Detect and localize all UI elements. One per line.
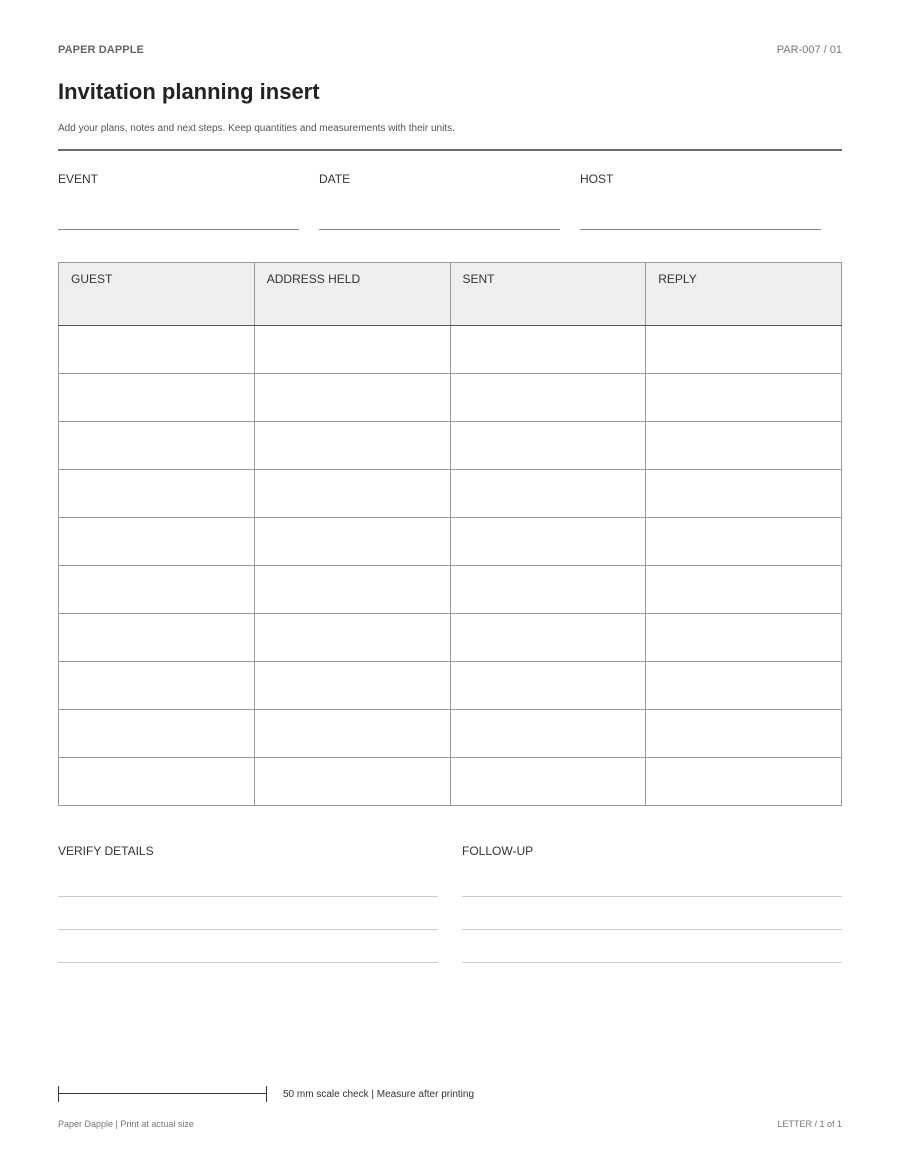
column-header-address-held: ADDRESS HELD xyxy=(254,263,450,326)
table-cell[interactable] xyxy=(646,326,842,374)
footer-right: LETTER / 1 of 1 xyxy=(777,1119,842,1129)
table-cell[interactable] xyxy=(59,710,255,758)
column-header-guest: GUEST xyxy=(59,263,255,326)
writing-line[interactable] xyxy=(462,929,842,930)
table-cell[interactable] xyxy=(59,518,255,566)
document-id: PAR-007 / 01 xyxy=(776,44,842,56)
page-subtitle: Add your plans, notes and next steps. Keep quantities and measurements with their units. xyxy=(58,123,455,134)
scale-check-text: 50 mm scale check | Measure after printing xyxy=(283,1089,475,1100)
table-cell[interactable] xyxy=(59,326,255,374)
table-row xyxy=(59,518,842,566)
table-cell[interactable] xyxy=(646,422,842,470)
column-header-reply: REPLY xyxy=(646,263,842,326)
writing-line[interactable] xyxy=(462,896,842,897)
table-row xyxy=(59,422,842,470)
table-row xyxy=(59,662,842,710)
writing-line[interactable] xyxy=(58,896,438,897)
table-cell[interactable] xyxy=(450,518,646,566)
header-divider xyxy=(58,149,842,151)
table-cell[interactable] xyxy=(254,422,450,470)
table-cell[interactable] xyxy=(254,710,450,758)
footer-left: Paper Dapple | Print at actual size xyxy=(58,1119,194,1129)
table-row xyxy=(59,566,842,614)
table-cell[interactable] xyxy=(254,758,450,806)
writing-line[interactable] xyxy=(58,929,438,930)
event-field-line[interactable] xyxy=(58,229,299,230)
verify-details-label: VERIFY DETAILS xyxy=(58,844,154,858)
table-cell[interactable] xyxy=(450,758,646,806)
scale-bar xyxy=(58,1086,267,1102)
column-header-sent: SENT xyxy=(450,263,646,326)
table-cell[interactable] xyxy=(254,326,450,374)
host-field-label: HOST xyxy=(580,172,614,186)
brand-name: PAPER DAPPLE xyxy=(58,44,144,56)
table-cell[interactable] xyxy=(646,614,842,662)
table-cell[interactable] xyxy=(254,614,450,662)
table-cell[interactable] xyxy=(646,566,842,614)
table-cell[interactable] xyxy=(646,470,842,518)
scale-bar-tick-left xyxy=(58,1086,59,1102)
table-cell[interactable] xyxy=(59,758,255,806)
table-cell[interactable] xyxy=(59,422,255,470)
table-cell[interactable] xyxy=(254,566,450,614)
table-cell[interactable] xyxy=(646,710,842,758)
scale-bar-line xyxy=(58,1093,267,1094)
date-field xyxy=(319,172,560,186)
page-title: Invitation planning insert xyxy=(58,79,320,104)
table-cell[interactable] xyxy=(450,614,646,662)
host-field-line[interactable] xyxy=(580,229,821,230)
table-cell[interactable] xyxy=(59,566,255,614)
table-row xyxy=(59,710,842,758)
writing-line[interactable] xyxy=(58,962,438,963)
table-cell[interactable] xyxy=(59,662,255,710)
verify-details-section xyxy=(58,844,438,858)
follow-up-section xyxy=(462,844,842,858)
table-cell[interactable] xyxy=(59,614,255,662)
event-field xyxy=(58,172,299,186)
follow-up-label: FOLLOW-UP xyxy=(462,844,534,858)
table-row xyxy=(59,614,842,662)
table-cell[interactable] xyxy=(450,422,646,470)
table-row xyxy=(59,758,842,806)
scale-bar-tick-right xyxy=(266,1086,267,1102)
table-cell[interactable] xyxy=(254,374,450,422)
table-row xyxy=(59,470,842,518)
table-cell[interactable] xyxy=(646,758,842,806)
table-cell[interactable] xyxy=(254,662,450,710)
event-field-label: EVENT xyxy=(58,172,99,186)
table-cell[interactable] xyxy=(59,374,255,422)
table-cell[interactable] xyxy=(450,662,646,710)
table-row xyxy=(59,326,842,374)
table-cell[interactable] xyxy=(450,710,646,758)
host-field xyxy=(580,172,821,186)
table-cell[interactable] xyxy=(450,470,646,518)
table-cell[interactable] xyxy=(646,374,842,422)
table-cell[interactable] xyxy=(254,518,450,566)
table-cell[interactable] xyxy=(646,662,842,710)
date-field-line[interactable] xyxy=(319,229,560,230)
table-row xyxy=(59,374,842,422)
table-cell[interactable] xyxy=(450,326,646,374)
writing-line[interactable] xyxy=(462,962,842,963)
guest-table xyxy=(58,262,842,806)
guest-table-body xyxy=(59,326,842,806)
table-cell[interactable] xyxy=(646,518,842,566)
table-header-row xyxy=(59,263,842,326)
table-cell[interactable] xyxy=(254,470,450,518)
table-cell[interactable] xyxy=(59,470,255,518)
table-cell[interactable] xyxy=(450,374,646,422)
date-field-label: DATE xyxy=(319,172,351,186)
table-cell[interactable] xyxy=(450,566,646,614)
